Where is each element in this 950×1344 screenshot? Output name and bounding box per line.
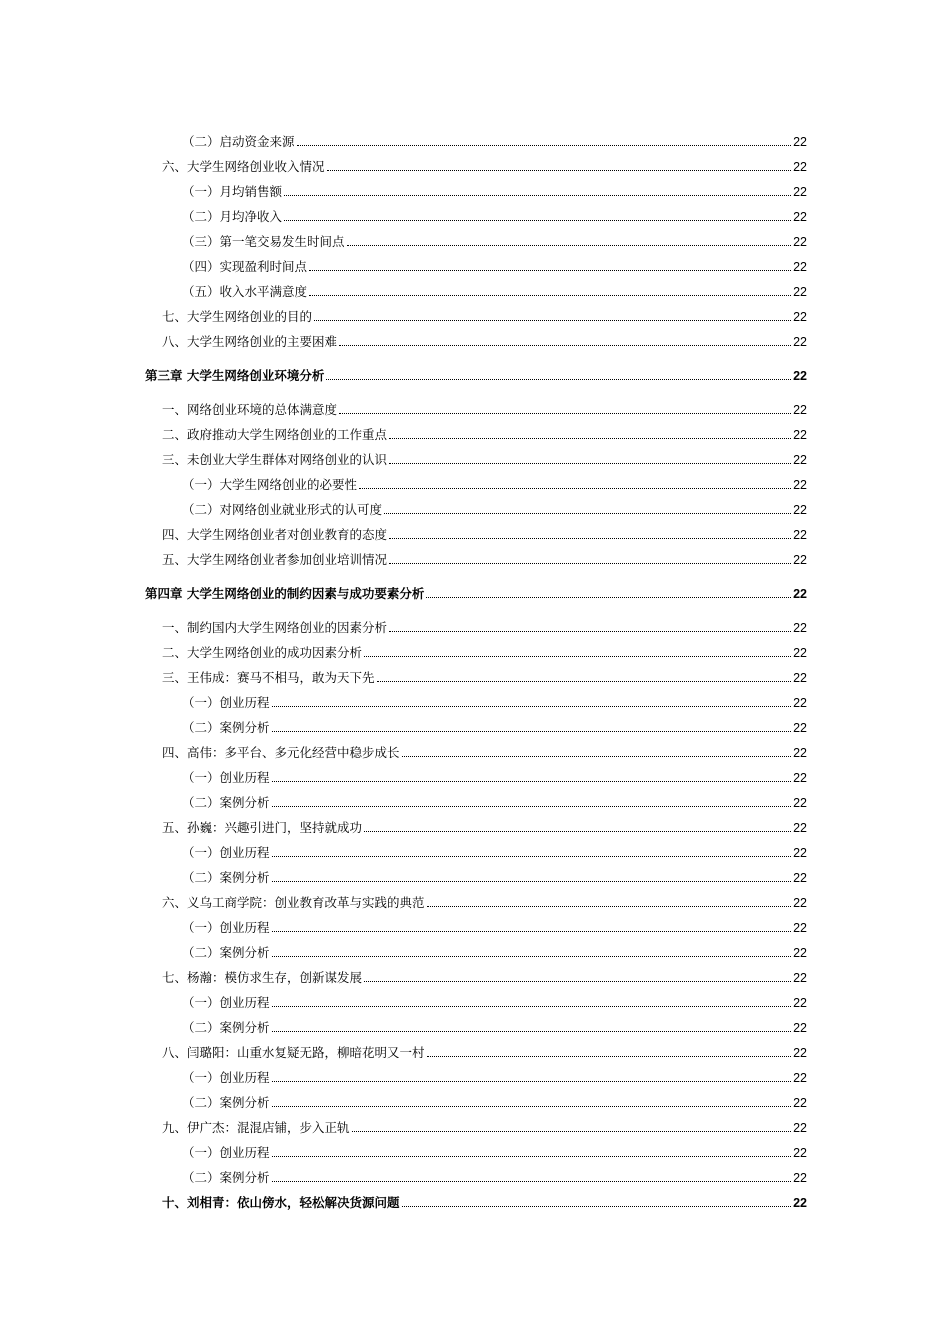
toc-entry-label: （一）创业历程 [182, 695, 270, 710]
toc-entry[interactable] [145, 786, 807, 811]
toc-entry[interactable] [145, 518, 807, 543]
toc-entry-label: 九、伊广杰：混混店铺，步入正轨 [162, 1120, 350, 1135]
toc-page-number: 22 [793, 553, 807, 567]
dot-leader [389, 538, 791, 539]
toc-entry[interactable] [145, 300, 807, 325]
toc-entry-label: （二）案例分析 [182, 1095, 270, 1110]
toc-chapter-entry[interactable] [145, 359, 807, 384]
dot-leader [272, 956, 792, 957]
toc-entry-label: （二）案例分析 [182, 945, 270, 960]
toc-entry-label: 二、政府推动大学生网络创业的工作重点 [162, 427, 388, 442]
toc-page-number: 22 [793, 896, 807, 910]
toc-page-number: 22 [793, 210, 807, 224]
toc-entry[interactable] [145, 661, 807, 686]
toc-entry-label: 三、王伟成：赛马不相马，敢为天下先 [162, 670, 375, 685]
toc-entry[interactable] [145, 961, 807, 986]
toc-entry[interactable] [145, 393, 807, 418]
toc-page-number: 22 [793, 871, 807, 885]
toc-entry[interactable] [145, 911, 807, 936]
toc-entry-label: 四、高伟：多平台、多元化经营中稳步成长 [162, 745, 400, 760]
toc-entry-label: （一）创业历程 [182, 920, 270, 935]
toc-page-number: 22 [793, 478, 807, 492]
toc-entry-label: 一、制约国内大学生网络创业的因素分析 [162, 620, 388, 635]
toc-entry[interactable] [145, 686, 807, 711]
toc-page-number: 22 [793, 135, 807, 149]
toc-entry-label: （四）实现盈利时间点 [182, 259, 308, 274]
toc-entry-label: 十、刘相青：依山傍水，轻松解决货源问题 [162, 1195, 400, 1210]
dot-leader [327, 170, 792, 171]
dot-leader [364, 656, 791, 657]
toc-entry[interactable] [145, 275, 807, 300]
dot-leader [272, 1081, 792, 1082]
toc-entry[interactable] [145, 811, 807, 836]
toc-page-number: 22 [793, 260, 807, 274]
toc-page-number: 22 [793, 1146, 807, 1160]
dot-leader [272, 731, 792, 732]
toc-entry-label: 七、杨瀚：模仿求生存，创新谋发展 [162, 970, 363, 985]
toc-entry[interactable] [145, 418, 807, 443]
toc-chapter-entry[interactable] [145, 577, 807, 602]
toc-entry[interactable] [145, 711, 807, 736]
toc-entry[interactable] [145, 543, 807, 568]
toc-entry-label: （二）案例分析 [182, 795, 270, 810]
toc-entry[interactable] [145, 225, 807, 250]
toc-page-number: 22 [793, 996, 807, 1010]
toc-entry[interactable] [145, 1161, 807, 1186]
toc-entry[interactable] [145, 150, 807, 175]
toc-page-number: 22 [793, 1196, 807, 1210]
toc-page-number: 22 [793, 1096, 807, 1110]
toc-page-number: 22 [793, 310, 807, 324]
toc-entry-label: （一）创业历程 [182, 770, 270, 785]
toc-entry[interactable] [145, 1136, 807, 1161]
toc-page-number: 22 [793, 846, 807, 860]
toc-page-number: 22 [793, 160, 807, 174]
toc-page-number: 22 [793, 771, 807, 785]
toc-entry-label: （一）月均销售额 [182, 184, 283, 199]
toc-entry-label: （三）第一笔交易发生时间点 [182, 234, 345, 249]
toc-entry[interactable] [145, 125, 807, 150]
toc-entry-label: （一）创业历程 [182, 845, 270, 860]
dot-leader [427, 1056, 792, 1057]
toc-entry[interactable] [145, 936, 807, 961]
toc-page-number: 22 [793, 921, 807, 935]
toc-entry[interactable] [145, 1036, 807, 1061]
toc-entry[interactable] [145, 468, 807, 493]
toc-entry[interactable] [145, 493, 807, 518]
toc-page-number: 22 [793, 721, 807, 735]
toc-page-number: 22 [793, 1021, 807, 1035]
dot-leader [272, 1181, 792, 1182]
table-of-contents [145, 125, 807, 1211]
toc-entry-label: 六、大学生网络创业收入情况 [162, 159, 325, 174]
dot-leader [272, 1006, 792, 1007]
toc-entry-label: 八、大学生网络创业的主要困难 [162, 334, 338, 349]
dot-leader [272, 1156, 792, 1157]
toc-page-number: 22 [793, 587, 807, 601]
toc-entry-label: （一）创业历程 [182, 1145, 270, 1160]
dot-leader [272, 931, 792, 932]
dot-leader [389, 631, 791, 632]
toc-page-number: 22 [793, 646, 807, 660]
toc-entry-label: 八、闫璐阳：山重水复疑无路，柳暗花明又一村 [162, 1045, 425, 1060]
toc-entry-label: （二）案例分析 [182, 870, 270, 885]
dot-leader [297, 145, 792, 146]
toc-entry-label: 六、义乌工商学院：创业教育改革与实践的典范 [162, 895, 425, 910]
dot-leader [314, 320, 791, 321]
toc-entry-label: （二）案例分析 [182, 720, 270, 735]
toc-entry-label: （一）创业历程 [182, 1070, 270, 1085]
toc-page-number: 22 [793, 1046, 807, 1060]
toc-entry-label: 五、大学生网络创业者参加创业培训情况 [162, 552, 388, 567]
toc-page-number: 22 [793, 335, 807, 349]
toc-entry[interactable] [145, 250, 807, 275]
toc-page-number: 22 [793, 285, 807, 299]
toc-page-number: 22 [793, 528, 807, 542]
toc-entry[interactable] [145, 443, 807, 468]
toc-page-number: 22 [793, 235, 807, 249]
dot-leader [272, 781, 792, 782]
toc-entry[interactable] [145, 175, 807, 200]
toc-page-number: 22 [793, 821, 807, 835]
toc-entry-label: （二）案例分析 [182, 1170, 270, 1185]
toc-page-number: 22 [793, 671, 807, 685]
dot-leader [339, 345, 791, 346]
dot-leader [389, 563, 791, 564]
toc-entry[interactable] [145, 1061, 807, 1086]
toc-page-number: 22 [793, 403, 807, 417]
dot-leader [309, 295, 791, 296]
dot-leader [272, 881, 792, 882]
toc-entry-label: 第三章 大学生网络创业环境分析 [145, 368, 325, 383]
toc-page-number: 22 [793, 503, 807, 517]
toc-page-number: 22 [793, 453, 807, 467]
toc-entry[interactable] [145, 761, 807, 786]
toc-page-number: 22 [793, 185, 807, 199]
toc-page-number: 22 [793, 796, 807, 810]
toc-entry[interactable] [145, 886, 807, 911]
toc-page-number: 22 [793, 1171, 807, 1185]
toc-page-number: 22 [793, 946, 807, 960]
dot-leader [309, 270, 791, 271]
toc-entry-label: （五）收入水平满意度 [182, 284, 308, 299]
toc-entry[interactable] [145, 836, 807, 861]
toc-entry[interactable] [145, 1111, 807, 1136]
dot-leader [426, 597, 791, 598]
dot-leader [427, 906, 792, 907]
dot-leader [359, 488, 791, 489]
toc-page-number: 22 [793, 428, 807, 442]
dot-leader [377, 681, 792, 682]
toc-page-number: 22 [793, 369, 807, 383]
toc-page-number: 22 [793, 696, 807, 710]
toc-entry[interactable] [145, 1011, 807, 1036]
dot-leader [272, 806, 792, 807]
dot-leader [284, 195, 791, 196]
toc-entry-label: 四、大学生网络创业者对创业教育的态度 [162, 527, 388, 542]
toc-entry-label: 第四章 大学生网络创业的制约因素与成功要素分析 [145, 586, 425, 601]
toc-page-number: 22 [793, 621, 807, 635]
dot-leader [352, 1131, 792, 1132]
toc-entry-label: 三、未创业大学生群体对网络创业的认识 [162, 452, 388, 467]
toc-entry-label: （二）案例分析 [182, 1020, 270, 1035]
toc-entry-label: 五、孙巍：兴趣引进门，坚持就成功 [162, 820, 363, 835]
toc-entry-label: （一）创业历程 [182, 995, 270, 1010]
toc-entry-label: （一）大学生网络创业的必要性 [182, 477, 358, 492]
dot-leader [389, 463, 791, 464]
dot-leader [272, 1031, 792, 1032]
toc-page-number: 22 [793, 746, 807, 760]
toc-entry[interactable] [145, 200, 807, 225]
toc-entry[interactable] [145, 636, 807, 661]
dot-leader [402, 1206, 792, 1207]
toc-entry[interactable] [145, 325, 807, 350]
toc-entry-label: 一、网络创业环境的总体满意度 [162, 402, 338, 417]
toc-entry-label: （二）月均净收入 [182, 209, 283, 224]
dot-leader [272, 1106, 792, 1107]
dot-leader [389, 438, 791, 439]
toc-page-number: 22 [793, 1121, 807, 1135]
dot-leader [339, 413, 791, 414]
toc-entry-label: （二）对网络创业就业形式的认可度 [182, 502, 383, 517]
toc-entry[interactable] [145, 861, 807, 886]
dot-leader [326, 379, 791, 380]
dot-leader [272, 856, 792, 857]
dot-leader [364, 981, 791, 982]
toc-entry-label: 二、大学生网络创业的成功因素分析 [162, 645, 363, 660]
toc-entry[interactable] [145, 736, 807, 761]
dot-leader [364, 831, 791, 832]
toc-entry-label: 七、大学生网络创业的目的 [162, 309, 313, 324]
dot-leader [347, 245, 792, 246]
dot-leader [402, 756, 792, 757]
dot-leader [384, 513, 791, 514]
toc-entry[interactable] [145, 611, 807, 636]
toc-entry[interactable] [145, 986, 807, 1011]
toc-entry[interactable] [145, 1086, 807, 1111]
dot-leader [272, 706, 792, 707]
toc-entry[interactable] [145, 1186, 807, 1211]
toc-page-number: 22 [793, 1071, 807, 1085]
toc-entry-label: （二）启动资金来源 [182, 134, 295, 149]
dot-leader [284, 220, 791, 221]
toc-page-number: 22 [793, 971, 807, 985]
